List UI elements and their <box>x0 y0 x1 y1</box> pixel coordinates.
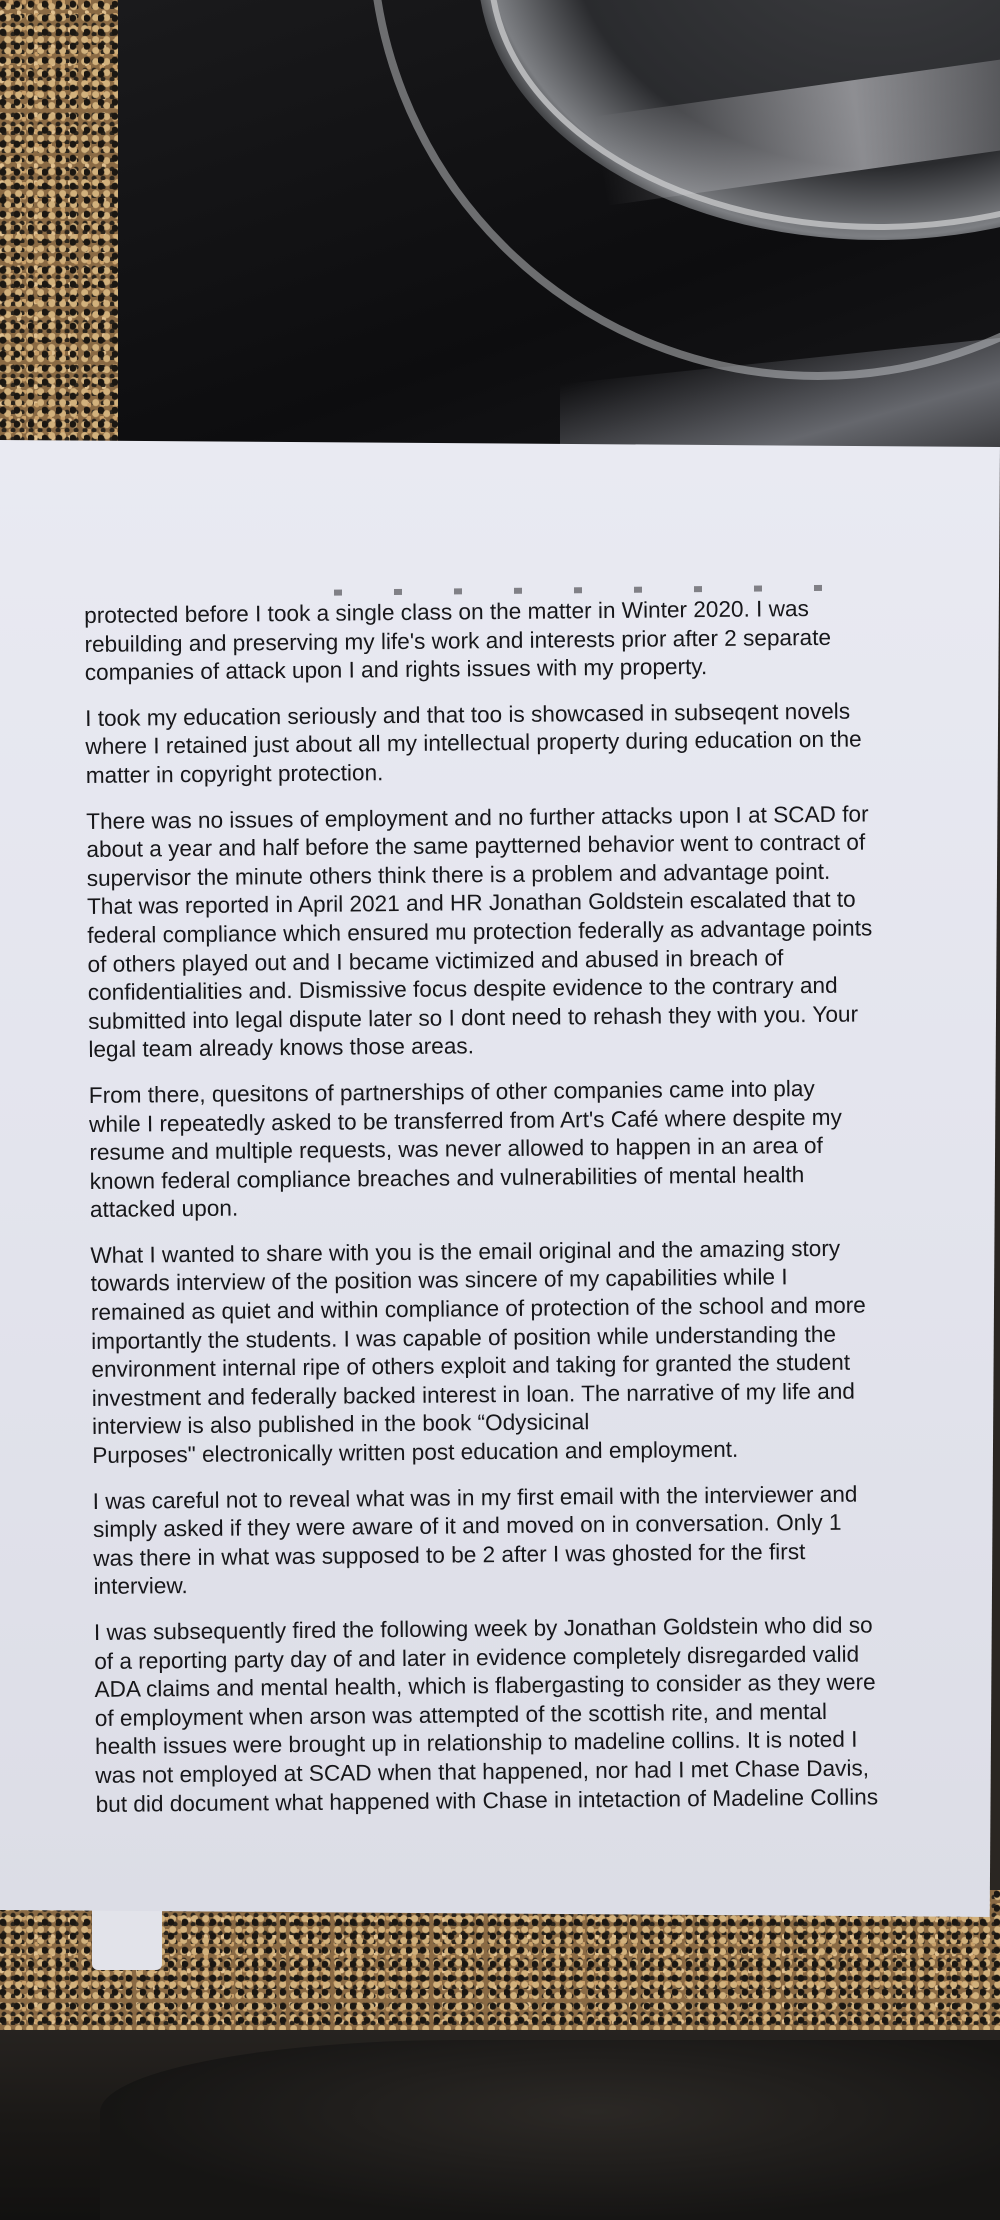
text-line: was there in what was supposed to be 2 after I was ghosted for the first <box>93 1538 806 1571</box>
text-line: resume and multiple requests, was never allowed to happen in an area of <box>89 1133 823 1166</box>
text-line: simply asked if they were aware of it and moved on in conversation. Only 1 <box>92 1509 842 1543</box>
paragraph-3 <box>86 799 978 1065</box>
letter-body <box>84 583 986 1836</box>
text-line: interview. <box>93 1573 188 1600</box>
text-line: rebuilding and preserving my life's work and interests prior after 2 separate <box>84 624 832 657</box>
text-line: I took my education seriously and that too is showcased in subseqent novels <box>85 698 851 731</box>
text-line: There was no issues of employment and no further attacks upon I at SCAD for <box>86 801 869 834</box>
text-line: but did document what happened with Chase in intetaction of Madeline Collins <box>95 1783 879 1817</box>
paragraph-6 <box>93 1479 984 1602</box>
text-line: That was reported in April 2021 and HR Jonathan Goldstein escalated that to <box>86 886 856 920</box>
fabric-shadow <box>100 2040 1000 2220</box>
granite-countertop-left <box>0 0 135 480</box>
text-line: protected before I took a single class on the matter in Winter 2020. I was <box>84 596 809 628</box>
text-line: I was subsequently fired the following week by Jonathan Goldstein who did so <box>93 1612 873 1645</box>
text-line: federal compliance which ensured mu protection federally as advantage points <box>87 915 873 948</box>
text-line: submitted into legal dispute later so I dont need to rehash they with you. Your <box>88 1001 859 1034</box>
text-line: known federal compliance breaches and vulnerabilities of mental health <box>89 1161 805 1194</box>
text-line: importantly the students. I was capable of position while understanding the <box>91 1321 837 1354</box>
paragraph-2 <box>85 696 976 790</box>
text-line: legal team already knows those areas. <box>88 1033 475 1063</box>
text-line: environment internal ripe of others exploit and taking for granted the student <box>91 1349 851 1383</box>
text-line: investment and federally backed interest in loan. The narrative of my life and <box>91 1378 855 1411</box>
text-line: interview is also published in the book “Odysicinal <box>91 1409 590 1440</box>
text-line: while I repeatedly asked to be transferred from Art's Café where despite my <box>88 1104 842 1137</box>
text-line: confidentialities and. Dismissive focus despite evidence to the contrary and <box>87 972 838 1006</box>
text-line: What I wanted to share with you is the email original and the amazing story <box>90 1235 841 1268</box>
text-line: Purposes" electronically written post education and employment. <box>92 1436 739 1468</box>
text-line: supervisor the minute others think there is a problem and advantage point. <box>86 858 831 891</box>
text-line: From there, quesitons of partnerships of other companies came into play <box>88 1075 815 1108</box>
paragraph-5 <box>90 1233 982 1470</box>
text-line: remained as quiet and within compliance of protection of the school and more <box>90 1292 866 1326</box>
text-line: of others played out and I became victimized and abused in breach of <box>87 944 784 977</box>
text-line: about a year and half before the same paytterned behavior went to contract of <box>86 829 866 863</box>
text-line: towards interview of the position was sincere of my capabilities while I <box>90 1264 788 1297</box>
paragraph-7 <box>94 1610 986 1819</box>
text-line: of a reporting party day of and later in evidence completely disregarded valid <box>94 1641 860 1674</box>
paragraph-4 <box>89 1073 980 1225</box>
text-line: I was careful not to reveal what was in my first email with the interviewer and <box>92 1481 858 1514</box>
paragraph-1 <box>84 593 975 687</box>
text-line: was not employed at SCAD when that happened, nor had I met Chase Davis, <box>95 1755 870 1788</box>
text-line: companies of attack upon I and rights issues with my property. <box>84 654 708 686</box>
text-line: attacked upon. <box>89 1195 239 1223</box>
text-line: where I retained just about all my intellectual property during education on the <box>85 726 862 760</box>
text-line: matter in copyright protection. <box>85 760 384 788</box>
text-line: health issues were brought up in relationship to madeline collins. It is noted I <box>94 1727 858 1760</box>
text-line: of employment when arson was attempted of the scottish rite, and mental <box>94 1698 828 1731</box>
text-line: ADA claims and mental health, which is flabergasting to consider as they were <box>94 1669 876 1703</box>
